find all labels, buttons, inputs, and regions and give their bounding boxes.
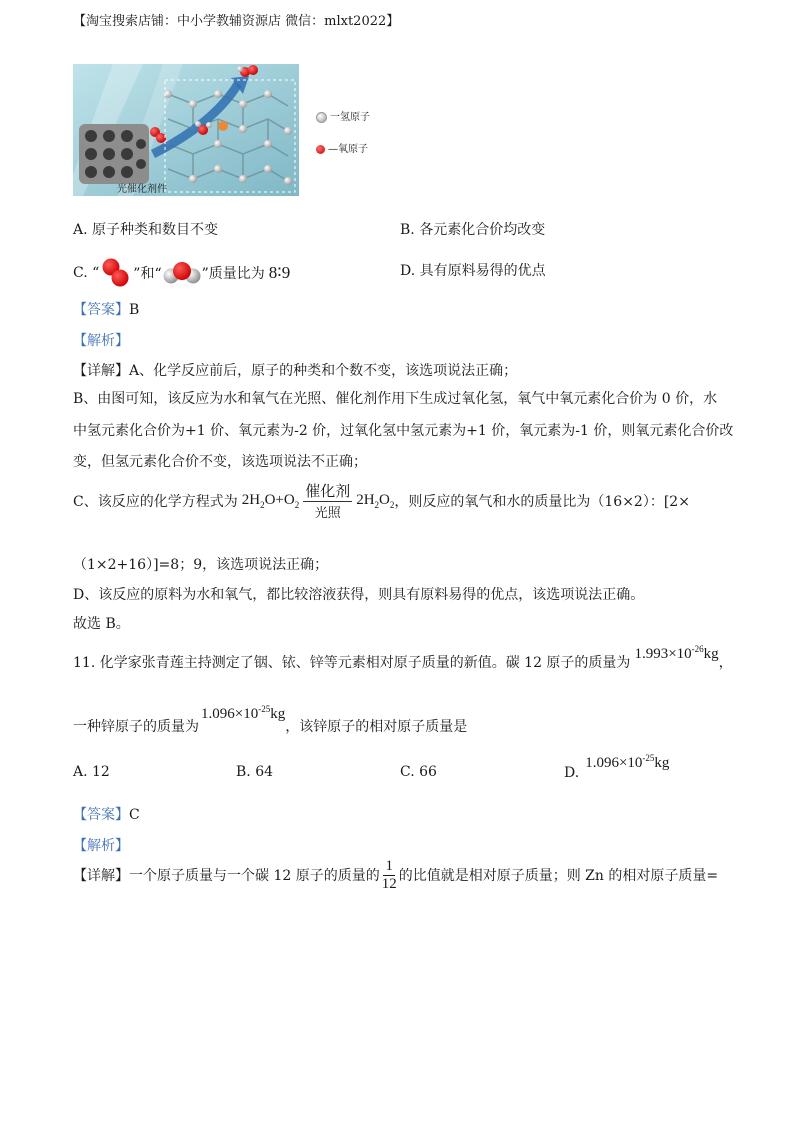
q10-option-b: B. 各元素化合价均改变	[400, 222, 546, 238]
legend-oxygen	[316, 140, 368, 155]
q11-answer-label: 【答案】	[73, 807, 129, 823]
q10-detail-c-prefix: C、该反应的化学方程式为	[73, 493, 238, 510]
zinc-mass-exponent: -25	[258, 704, 271, 714]
fraction-denominator: 12	[381, 875, 397, 892]
q10-analysis-label: 【解析】	[73, 333, 129, 349]
legend-hydrogen	[316, 108, 370, 123]
q11-answer-value: C	[129, 807, 140, 823]
q10-detail-c-suffix: ，则反应的氧气和水的质量比为（16×2）：[2×	[394, 493, 690, 510]
equation-light: 光照	[314, 506, 341, 521]
q11-option-b: B. 64	[236, 764, 274, 780]
q11-option-d-exponent: -25	[642, 753, 655, 763]
q11-detail	[73, 858, 718, 892]
q10-detail-label: 【详解】	[73, 363, 129, 379]
q10-answer-value: B	[129, 302, 140, 318]
figure-caption: 光催化剂件	[117, 184, 167, 195]
q11-option-d-unit: kg	[654, 755, 670, 771]
q11-detail-text1: 一个原子质量与一个碳 12 原子的质量的	[129, 868, 380, 884]
q11-option-c: C. 66	[400, 764, 437, 780]
q10-option-c-ratio: 8∶9	[268, 263, 291, 282]
carbon12-mass-value: 1.993×10	[634, 646, 692, 662]
q10-conclusion: 故选 B。	[73, 616, 130, 632]
equation-reactants: $2H_2O+O_2$	[241, 491, 300, 510]
q10-detail-a-text: A、化学反应前后，原子的种类和个数不变，该选项说法正确；	[129, 363, 518, 379]
q10-option-a: A. 原子种类和数目不变	[73, 222, 219, 238]
legend-oxygen-label: —氧原子	[328, 144, 368, 155]
q11-option-a: A. 12	[73, 764, 110, 780]
q11-option-d-value	[585, 753, 669, 772]
one-twelfth-fraction	[382, 858, 397, 892]
q10-option-c-suffix: ”质量比为	[201, 266, 265, 282]
catalyst-block	[79, 124, 149, 184]
q11-stem2: 一种锌原子的质量为	[73, 719, 199, 735]
equation-condition	[303, 480, 352, 521]
q11-detail-label: 【详解】	[73, 868, 129, 884]
water-molecule-icon	[162, 258, 202, 288]
q11-detail-text2: 的比值就是相对原子质量；则 Zn 的相对原子质量=	[398, 868, 719, 884]
q11-stem2-end: ，该锌原子的相对原子质量是	[285, 719, 468, 735]
legend-hydrogen-label: 一氢原子	[330, 112, 370, 123]
fraction-numerator: 1	[385, 858, 393, 874]
zinc-mass-value: 1.096×10	[201, 706, 259, 722]
q10-detail-b3: 变，但氢元素化合价不变，该选项说法不正确；	[73, 454, 367, 470]
q10-answer	[73, 299, 139, 319]
q11-answer	[73, 804, 140, 824]
zinc-mass	[201, 704, 285, 723]
q10-detail-a	[73, 360, 517, 380]
q10-detail-b1: B、由图可知，该反应为水和氧气在光照、催化剂作用下生成过氧化氢，氧气中氧元素化合价为 0 价，水	[73, 391, 718, 407]
q10-option-c	[73, 258, 290, 288]
q11-stem-line1	[73, 644, 733, 672]
q11-stem-line2	[73, 704, 467, 736]
zinc-mass-unit: kg	[270, 706, 286, 722]
q11-stem1-end: ，	[718, 655, 733, 671]
q10-option-d: D. 具有原料易得的优点	[400, 263, 546, 279]
q11-analysis-label: 【解析】	[73, 838, 129, 854]
q10-detail-c2: （1×2+16）]=8；9，该选项说法正确；	[73, 557, 329, 573]
q11-option-d-mass: 1.096×10	[585, 755, 643, 771]
q10-option-c-mid: ”和“	[133, 266, 162, 282]
oxygen-molecule-icon	[99, 258, 133, 288]
q10-detail-d: D、该反应的原料为水和氧气，都比较溶液获得，则具有原料易得的优点，该选项说法正确。	[73, 587, 645, 603]
oxygen-atom-icon	[316, 145, 325, 154]
carbon12-mass-exponent: -26	[691, 644, 704, 654]
q10-detail-b2: 中氢元素化合价为+1 价、氧元素为-2 价，过氧化氢中氢元素为+1 价，氧元素为-1 价，则氧元素化合价改	[73, 423, 734, 439]
reaction-figure	[73, 64, 299, 196]
q10-answer-label: 【答案】	[73, 302, 129, 318]
q10-detail-c1	[73, 480, 690, 521]
q11-option-d	[564, 753, 669, 781]
carbon12-mass-unit: kg	[703, 646, 719, 662]
carbon12-mass	[634, 644, 718, 663]
photocatalysis-illustration	[73, 64, 299, 196]
q11-stem1: 11. 化学家张青莲主持测定了铟、铱、锌等元素相对原子质量的新值。碳 12 原子的质量为	[73, 655, 631, 671]
page-header: 【淘宝搜索店铺：中小学教辅资源店 微信：mlxt2022】	[73, 14, 400, 29]
q10-option-c-prefix: C. “	[73, 265, 100, 281]
hydrogen-atom-icon	[316, 112, 327, 123]
equation-products: $2H_2O_2$	[356, 491, 395, 510]
q11-option-d-label: D.	[564, 765, 580, 781]
equation-catalyst: 催化剂	[305, 482, 351, 500]
